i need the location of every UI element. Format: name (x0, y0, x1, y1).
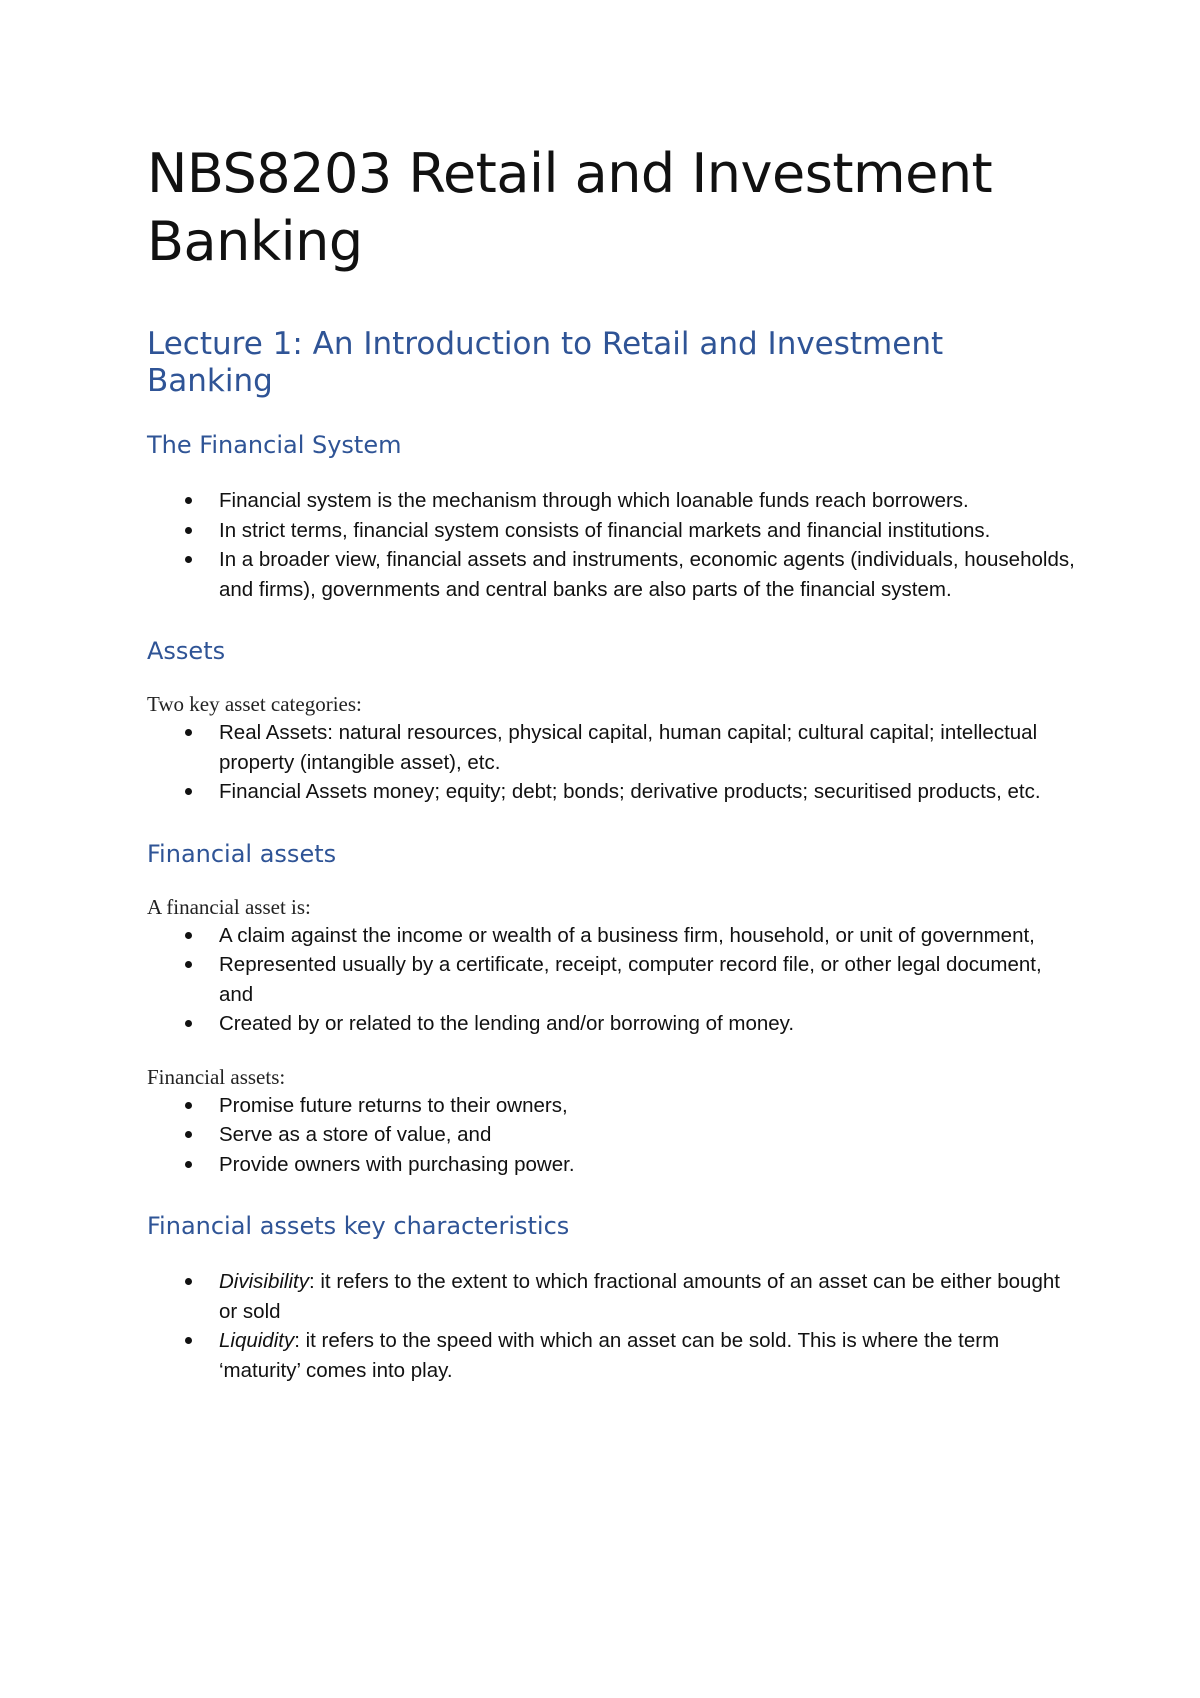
term-divisibility: Divisibility (219, 1270, 309, 1293)
document-title: NBS8203 Retail and Investment Banking (147, 142, 993, 273)
financial-assets-intro-2: Financial assets: (147, 1064, 286, 1089)
list-item: Provide owners with purchasing power. (147, 1150, 1077, 1180)
list-item (147, 1267, 1077, 1326)
assets-list (147, 718, 1077, 807)
section-heading-assets: Assets (147, 637, 226, 665)
list-item: Financial Assets money; equity; debt; bonds; derivative products; securitised products, etc. (147, 777, 1077, 807)
document-page (147, 140, 1077, 1385)
lecture-heading: Lecture 1: An Introduction to Retail and Investment Banking (147, 326, 944, 399)
list-item: Created by or related to the lending and/or borrowing of money. (147, 1009, 1077, 1039)
list-item: In a broader view, financial assets and instruments, economic agents (individuals, households, and firms), governments and central banks are also parts of the financial system. (147, 545, 1077, 604)
list-item: Serve as a store of value, and (147, 1120, 1077, 1150)
section-heading-financial-assets: Financial assets (147, 839, 337, 868)
section-heading-financial-system: The Financial System (147, 431, 402, 459)
financial-assets-intro: A financial asset is: (147, 894, 311, 919)
assets-intro: Two key asset categories: (147, 692, 362, 716)
list-item: Represented usually by a certificate, receipt, computer record file, or other legal document, and (147, 950, 1077, 1009)
financial-system-list (147, 486, 1077, 604)
financial-assets-list (147, 921, 1077, 1039)
financial-assets-list-2 (147, 1091, 1077, 1180)
list-item: A claim against the income or wealth of a business firm, household, or unit of government, (147, 921, 1077, 951)
list-item (147, 1326, 1077, 1385)
section-heading-characteristics: Financial assets key characteristics (147, 1212, 570, 1240)
list-item: Promise future returns to their owners, (147, 1091, 1077, 1121)
list-item: Real Assets: natural resources, physical capital, human capital; cultural capital; intellectual property (intangible asset), etc. (147, 718, 1077, 777)
characteristics-list (147, 1267, 1077, 1385)
list-item: In strict terms, financial system consists of financial markets and financial institutions. (147, 516, 1077, 546)
term-liquidity: Liquidity (219, 1329, 295, 1352)
definition-divisibility: : it refers to the extent to which fractional amounts of an asset can be either bought or sold (219, 1270, 1060, 1323)
definition-liquidity: : it refers to the speed with which an asset can be sold. This is where the term ‘maturity’ comes into play. (219, 1329, 1000, 1382)
list-item: Financial system is the mechanism through which loanable funds reach borrowers. (147, 486, 1077, 516)
